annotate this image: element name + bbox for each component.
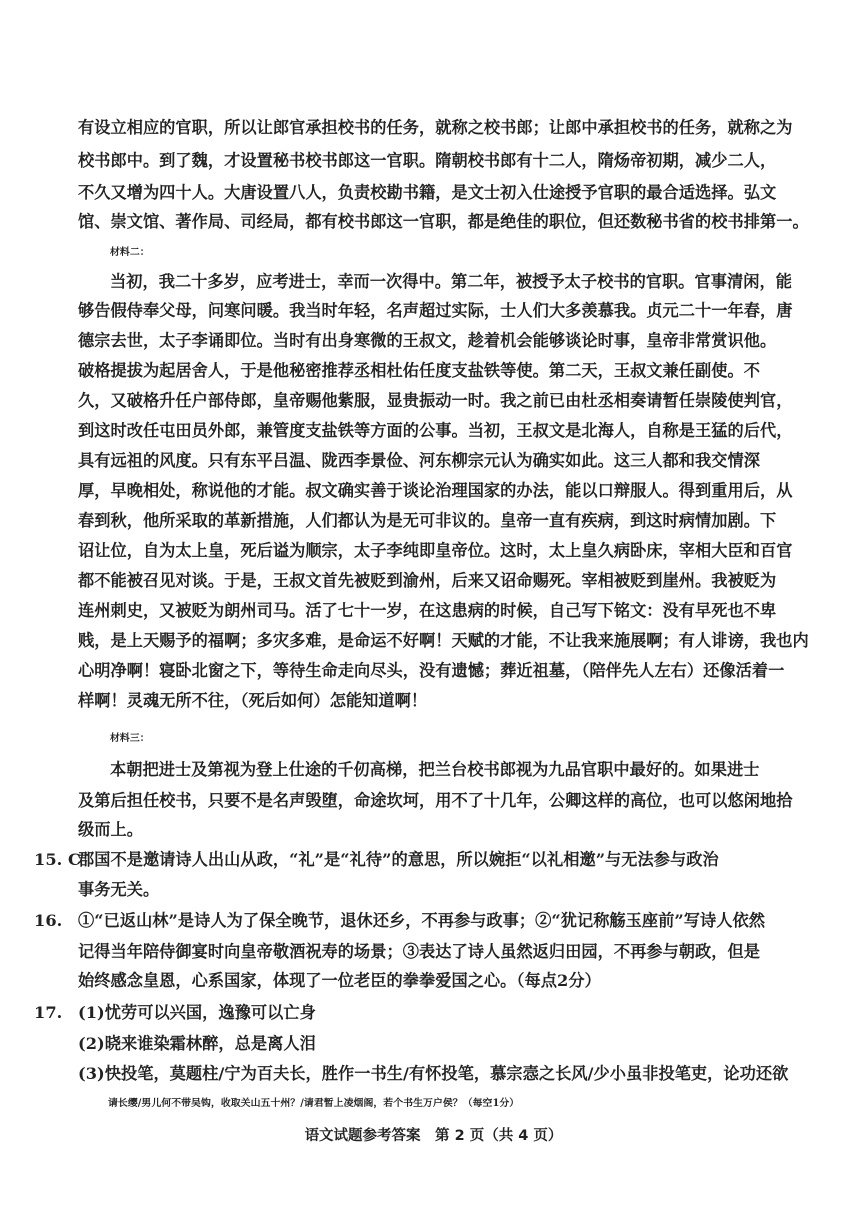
text-line: 本朝把进士及第视为登上仕途的千仞高梯，把兰台校书郎视为九品官职中最好的。如果进士 [110,760,760,779]
text-line: 级而上。 [78,820,143,839]
text-line: 德宗去世，太子李诵即位。当时有出身寒微的王叔文，趁着机会能够谈论时事，皇帝非常赏识他。 [78,331,777,350]
text-line: 春到秋，他所采取的革新措施，人们都认为是无可非议的。皇帝一直有疾病，到这时病情加剧。下 [78,511,777,530]
answer-line: 记得当年陪侍御宴时向皇帝敬酒祝寿的场景；③表达了诗人虽然返归田园，不再参与朝政，但是 [78,942,760,961]
section-heading: 材料三： [110,733,150,744]
text-line: 馆、崇文馆、著作局、司经局，都有校书郎这一官职，都是绝佳的职位，但还数秘书省的校书排第一。 [78,212,809,231]
answer-line: (1)忧劳可以兴国，逸豫可以亡身 [78,1003,316,1022]
answer-line: 郡国不是邀请诗人出山从政，“礼”是“礼待”的意思，所以婉拒“以礼相邀”与无法参与政治 [78,850,719,869]
text-line: 有设立相应的官职，所以让郎官承担校书的任务，就称之校书郎；让郎中承担校书的任务，就称之为 [78,118,793,137]
page-footer: 语文试题参考答案 第 2 页（共 4 页） [304,1128,563,1144]
answer-line: (2)晓来谁染霜林醉，总是离人泪 [78,1034,316,1053]
text-line: 诏让位，自为太上皇，死后谥为顺宗，太子李纯即皇帝位。这时，太上皇久病卧床，宰相大臣和百官 [78,541,793,560]
answer-line: 始终感念皇恩，心系国家，体现了一位老臣的拳拳爱国之心。（每点2分） [78,971,601,990]
answer-line: 事务无关。 [78,880,160,899]
text-line: 够告假侍奉父母，问寒问暖。我当时年轻，名声超过实际，士人们大多羡慕我。贞元二十一年春，唐 [78,301,793,320]
text-line: 及第后担任校书，只要不是名声毁堕，命途坎坷，用不了十几年，公卿这样的高位，也可以悠闲地拾 [78,791,793,810]
text-line: 到这时改任屯田员外郎，兼管度支盐铁等方面的公事。当初，王叔文是北海人，自称是王猛的后代， [78,421,793,440]
answer-line: (3)快投笔，莫题柱/宁为百夫长，胜作一书生/有怀投笔，慕宗悫之长风/少小虽非投笔吏，论功还欲 [78,1064,789,1083]
answer-line: ①“已返山林”是诗人为了保全晚节，退休还乡，不再参与政事；②“犹记称觞玉座前”写诗人依然 [78,911,765,930]
text-line: 具有远祖的风度。只有东平吕温、陇西李景俭、河东柳宗元认为确实如此。这三人都和我交情深 [78,451,760,470]
text-line: 连州刺史，又被贬为朗州司马。活了七十一岁，在这患病的时候，自己写下铭文：没有早死也不卑 [78,601,777,620]
text-line: 都不能被召见对谈。于是，王叔文首先被贬到渝州，后来又诏命赐死。宰相被贬到崖州。我被贬为 [78,571,777,590]
text-line: 当初，我二十多岁，应考进士，幸而一次得中。第二年，被授予太子校书的官职。官事清闲，能 [110,272,792,291]
question-number: 15. C [34,850,81,869]
question-number: 17. [34,1003,63,1022]
text-line: 心明净啊！寝卧北窗之下，等待生命走向尽头，没有遗憾；葬近祖墓，（陪伴先人左右）还像活着一 [78,661,785,680]
text-line: 不久又增为四十人。大唐设置八人，负责校勘书籍，是文士初入仕途授予官职的最合适选择。弘文 [78,183,777,202]
section-heading: 材料二： [110,247,150,258]
text-line: 破格提拔为起居舍人，于是他秘密推荐丞相杜佑任度支盐铁等使。第二天，王叔文兼任副使。不 [78,361,760,380]
text-line: 厚，早晚相处，称说他的才能。叔文确实善于谈论治理国家的办法，能以口辩服人。得到重用后，从 [78,481,793,500]
text-line: 贱，是上天赐予的福啊；多灾多难，是命运不好啊！天赋的才能，不让我来施展啊；有人诽谤，我也内 [78,631,809,650]
question-number: 16. [34,911,63,930]
text-line: 样啊！灵魂无所不往，（死后如何）怎能知道啊！ [78,691,428,710]
text-line: 校书郎中。到了魏，才设置秘书校书郎这一官职。隋朝校书郎有十二人，隋炀帝初期，减少二人， [78,151,777,170]
answer-line: 请长缨/男儿何不带吴钩，收取关山五十州？/请君暂上凌烟阁，若个书生万户侯？（每空1分） [108,1098,520,1109]
text-line: 久，又破格升任户部侍郎，皇帝赐他紫服，显贵振动一时。我之前已由杜丞相奏请暂任崇陵使判官， [78,391,793,410]
